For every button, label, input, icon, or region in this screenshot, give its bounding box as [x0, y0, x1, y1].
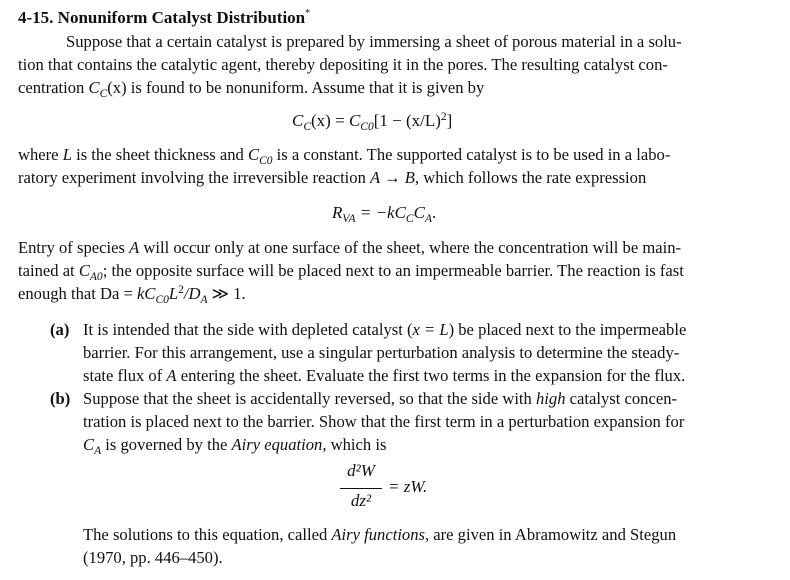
para2-line2: ratory experiment involving the irreversible reaction A → B, which follows the rate expression	[18, 168, 647, 187]
part-b-label: (b)	[50, 389, 71, 408]
airy-fraction-bar	[340, 488, 382, 489]
equation-rate-expression: $R_{VA} = -kC_CC_A$.	[332, 203, 437, 225]
part-a-line1: It is intended that the side with depleted catalyst (x = L) be placed next to the impermeable	[83, 320, 687, 339]
para1-line1: Suppose that a certain catalyst is prepared by immersing a sheet of porous material in a solu-	[66, 32, 682, 51]
para1-line3	[18, 78, 484, 100]
part-b-line3: $C_A$ is governed by the Airy equation, which is	[83, 435, 387, 457]
problem-number: 4-15.	[18, 8, 54, 27]
para1-line2: tion that contains the catalytic agent, thereby depositing it in the pores. The resulting catalyst con-	[18, 55, 668, 74]
para3-line1: Entry of species A will occur only at one surface of the sheet, where the concentration will be main-	[18, 238, 682, 257]
part-a-label: (a)	[50, 320, 70, 339]
reaction: A → B	[370, 168, 415, 187]
para3-line2: tained at $C_{A0}$; the opposite surface will be placed next to an impermeable barrier. The reaction is fast	[18, 261, 684, 283]
problem-heading	[18, 4, 310, 28]
airy-numerator: d²W	[347, 461, 375, 480]
para1-line3-text-b: (x) is found to be nonuniform. Assume that it is given by	[107, 78, 485, 97]
closing-line2: (1970, pp. 446–450).	[83, 548, 223, 567]
para1-line3-text-a: centration	[18, 78, 85, 97]
para2-line1: where L is the sheet thickness and $C_{C0}$ is a constant. The supported catalyst is to be used in a labo-	[18, 145, 671, 167]
title-footnote-mark: *	[305, 8, 311, 19]
airy-denominator: dz²	[350, 491, 372, 510]
symbol-CC: $C_C$	[88, 78, 108, 100]
part-a-line3: state flux of A entering the sheet. Evaluate the first two terms in the expansion for the flux.	[83, 366, 686, 385]
equation-catalyst-profile: $C_C(x) = C_{C0}[1 - (x/L)^2]$	[292, 111, 453, 133]
para3-line3: enough that $Da = kC_{C0}L^2/D_A$ ≫ 1.	[18, 284, 246, 306]
closing-line1: The solutions to this equation, called Airy functions, are given in Abramowitz and Stegun	[83, 525, 677, 544]
part-b-line2: tration is placed next to the barrier. Show that the first term in a perturbation expansion for	[83, 412, 685, 431]
part-b-line1: Suppose that the sheet is accidentally reversed, so that the side with high catalyst concen-	[83, 389, 678, 408]
problem-title: Nonuniform Catalyst Distribution	[57, 8, 306, 27]
part-a-line2: barrier. For this arrangement, use a singular perturbation analysis to determine the steady-	[83, 343, 680, 362]
airy-rhs: = zW.	[388, 477, 428, 496]
